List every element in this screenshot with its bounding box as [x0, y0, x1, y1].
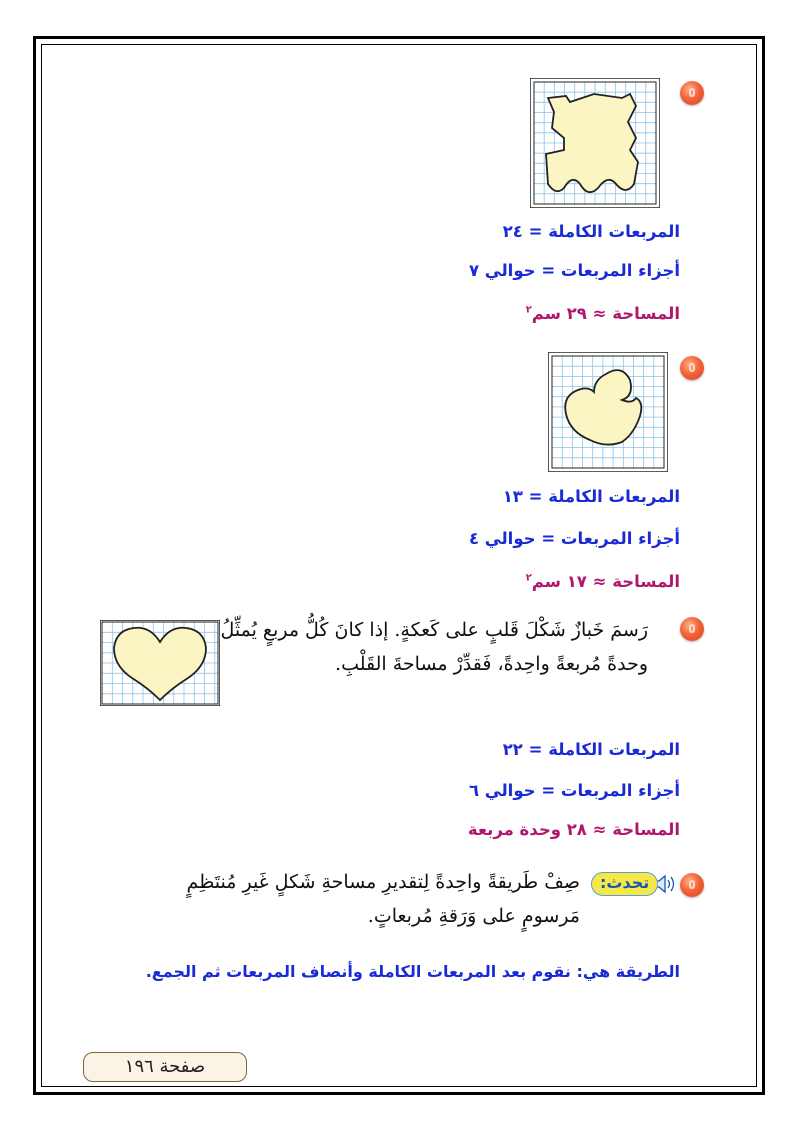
question-4-line-2: مَرسومٍ على وَرَقةِ مُربعاتٍ.: [367, 905, 580, 927]
partial-squares-answer-2: أجزاء المربعات = حوالي ٤: [468, 529, 680, 548]
area-answer-1: [526, 304, 680, 323]
figure-irregular-shape-2: [548, 352, 668, 472]
problem-marker-icon: [680, 356, 704, 380]
full-squares-answer-1: المربعات الكاملة = ٢٤: [502, 222, 680, 241]
question-3-line-2: وحدةً مُربعةً واحِدةً، فَقدِّرْ مساحةَ القَلْبِ.: [335, 653, 648, 675]
area-answer-1-value: المساحة ≈ ٢٩ سم: [531, 304, 680, 323]
figure-irregular-shape-1: [530, 78, 660, 208]
full-squares-answer-3: المربعات الكاملة = ٢٢: [502, 740, 680, 759]
problem-marker-icon: [680, 81, 704, 105]
problem-marker-icon: [680, 617, 704, 641]
area-answer-3: المساحة ≈ ٢٨ وحدة مربعة: [467, 820, 680, 839]
partial-squares-answer-1: أجزاء المربعات = حوالي ٧: [468, 261, 680, 280]
talk-label: تحدث:: [591, 872, 658, 896]
partial-squares-answer-3: أجزاء المربعات = حوالي ٦: [468, 781, 680, 800]
method-answer: الطريقة هي: نقوم بعد المربعات الكاملة وأنصاف المربعات ثم الجمع.: [145, 962, 680, 981]
area-answer-2-value: المساحة ≈ ١٧ سم: [531, 572, 680, 591]
problem-marker-icon: [680, 873, 704, 897]
full-squares-answer-2: المربعات الكاملة = ١٣: [502, 487, 680, 506]
area-answer-2-unit-exponent: ٢: [525, 572, 532, 584]
area-answer-1-unit-exponent: ٢: [525, 304, 532, 316]
question-3-line-1: رَسمَ خَبازٌ شَكْلَ قَلبٍ على كَعكةٍ. إذا كانَ كُلُّ مربعٍ يُمثِّلُ: [220, 619, 648, 641]
page-number-badge: صفحة ١٩٦: [83, 1052, 247, 1082]
question-4-line-1: صِفْ طَريقةً واحِدةً لِتقديرِ مساحةِ شَكلٍ غَيرِ مُنتَظِمٍ: [186, 871, 580, 893]
area-answer-2: [526, 572, 680, 591]
figure-heart-shape: [100, 620, 220, 706]
